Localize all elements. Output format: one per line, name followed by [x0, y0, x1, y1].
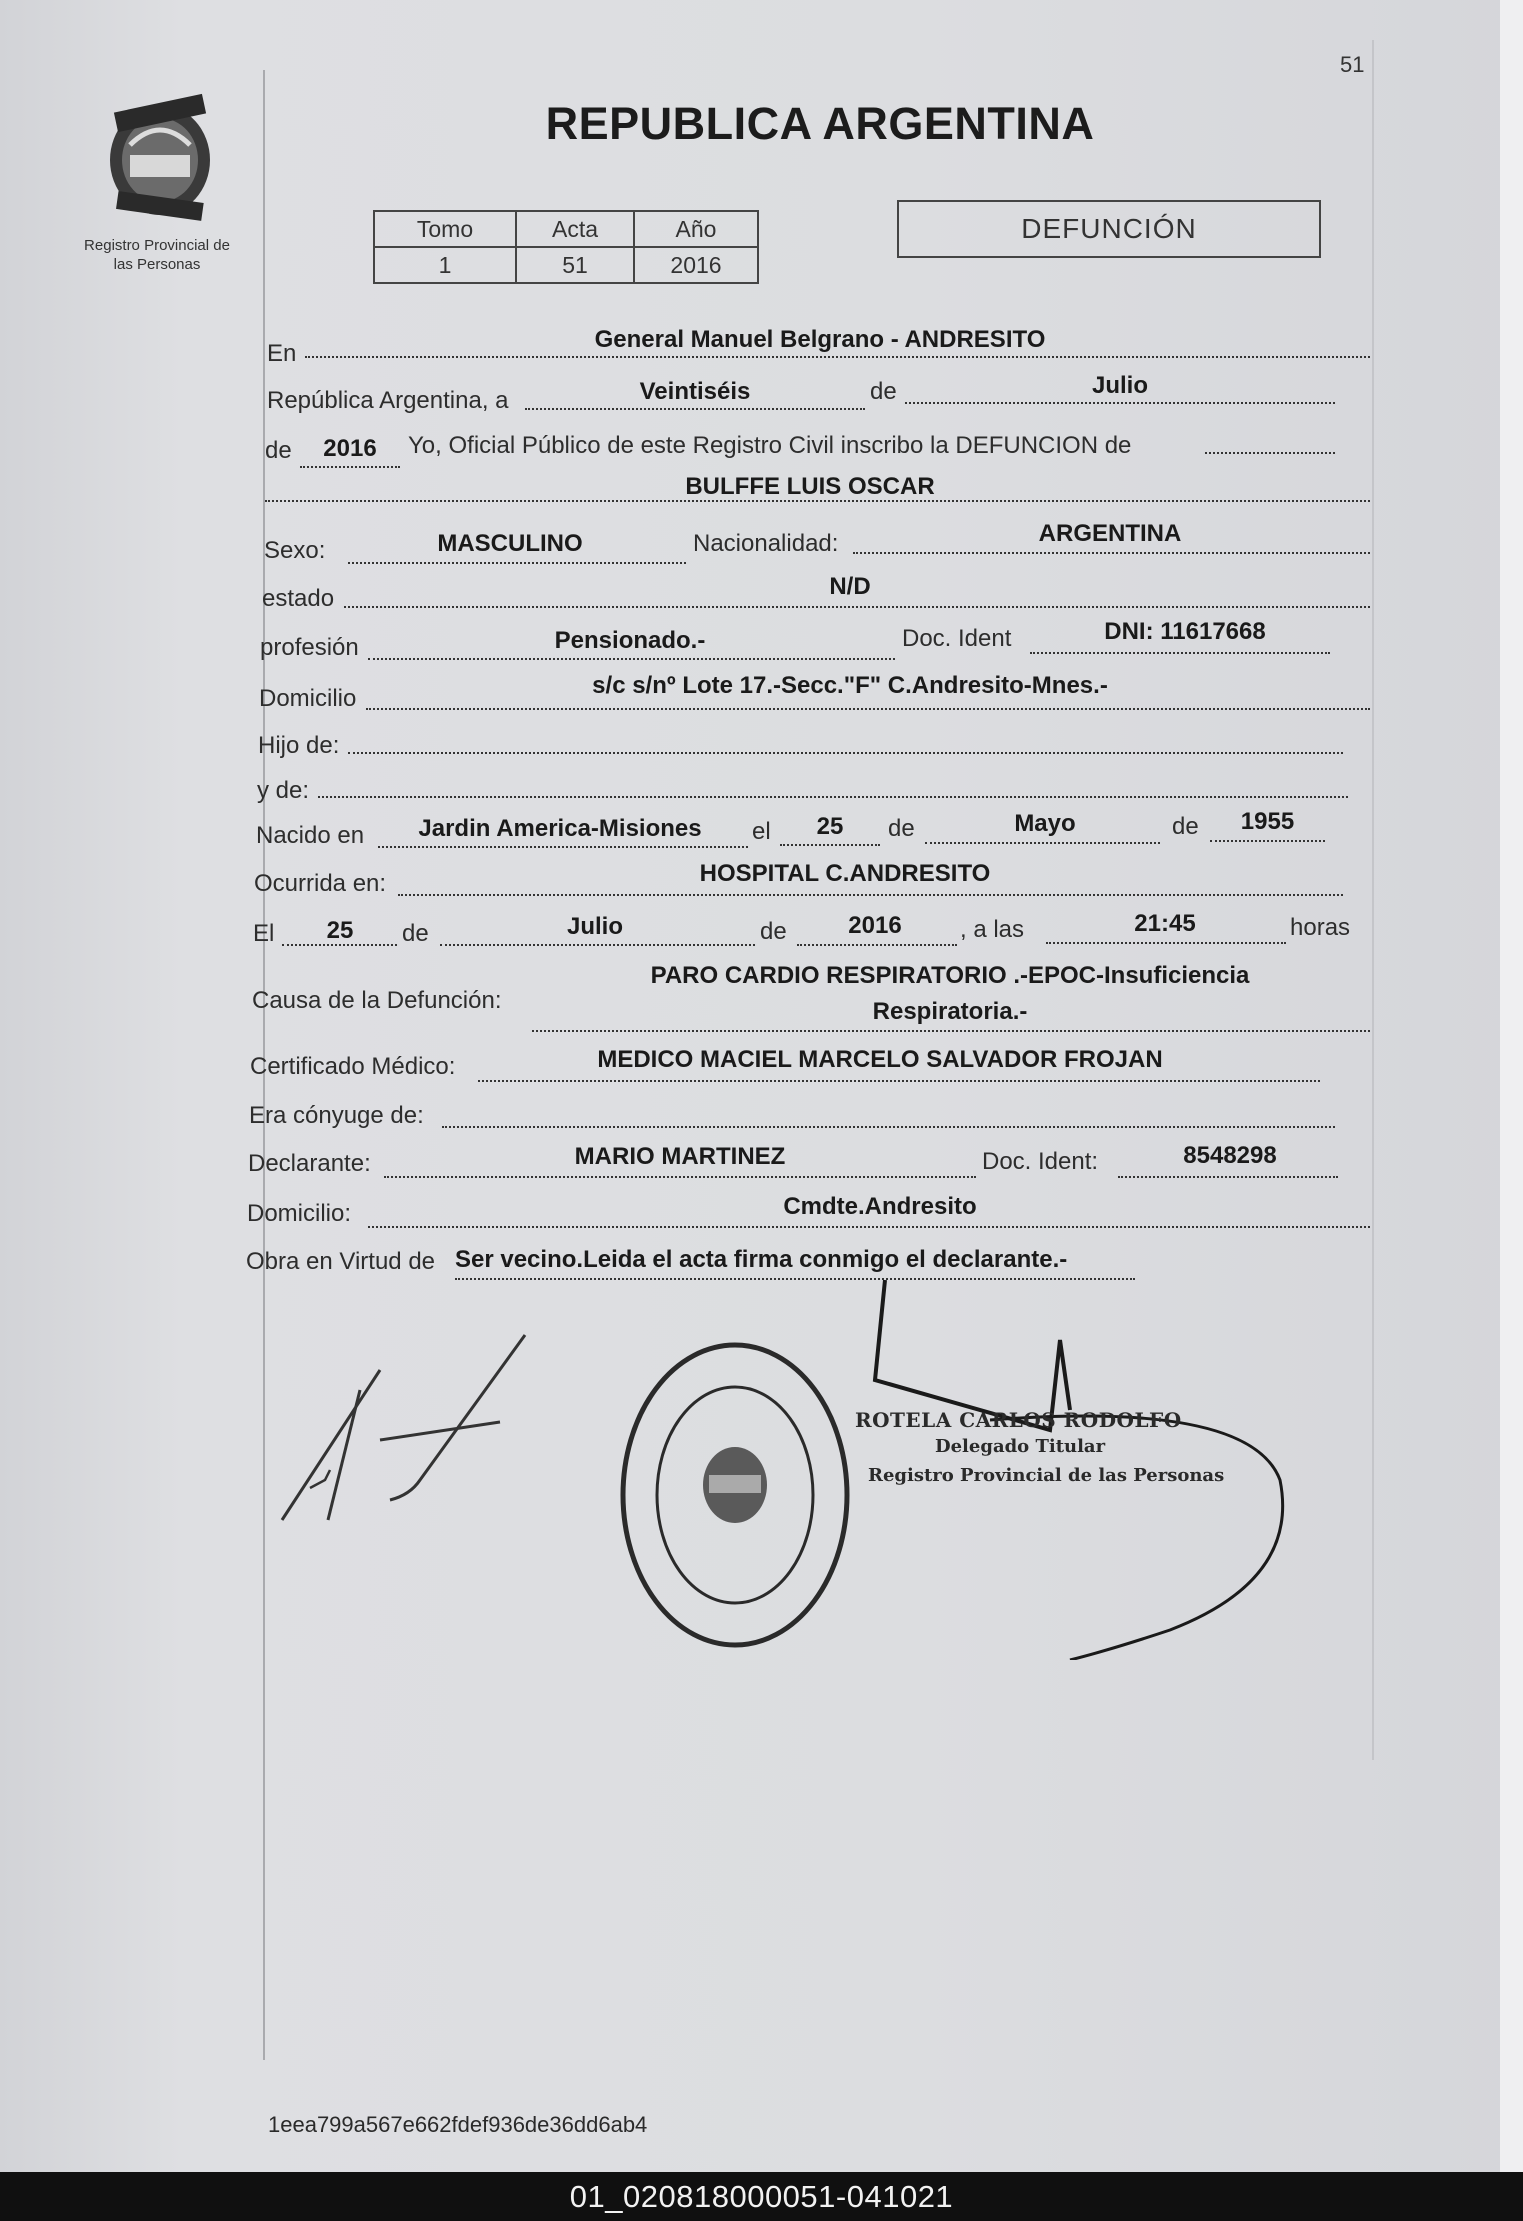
de-label: de [870, 378, 897, 405]
domicilio-dots [366, 708, 1370, 710]
month-value: Julio [1091, 372, 1148, 399]
doc-ident-label: Doc. Ident [902, 625, 1012, 652]
header-acta: Acta [516, 211, 634, 247]
registry-table [373, 210, 759, 284]
doc-ident2-dots [1118, 1176, 1338, 1178]
death-day: 25 [326, 917, 354, 944]
form-right-border [1372, 40, 1374, 1760]
declarante-value: MARIO MARTINEZ [574, 1143, 786, 1170]
domicilio-label: Domicilio [259, 685, 357, 712]
certificado-value: MEDICO MACIEL MARCELO SALVADOR FROJAN [597, 1046, 1163, 1073]
el2-label: El [253, 920, 275, 947]
nacionalidad-value: ARGENTINA [1038, 520, 1182, 547]
domicilio2-dots [368, 1226, 1370, 1228]
doc-ident-value: DNI: 11617668 [1104, 618, 1266, 645]
death-year-dots [797, 944, 957, 946]
page-title: REPUBLICA ARGENTINA [545, 98, 1095, 149]
statement-dots [1205, 452, 1335, 454]
declarant-signature-icon [270, 1330, 530, 1530]
birth-day-dots [780, 844, 880, 846]
header-ano: Año [634, 211, 758, 247]
month-dots [905, 402, 1335, 404]
caption-line-2: las Personas [113, 256, 201, 273]
causa-line-2: Respiratoria.- [872, 998, 1028, 1025]
death-month-dots [440, 944, 755, 946]
certificado-dots [478, 1080, 1320, 1082]
ocurrida-value: HOSPITAL C.ANDRESITO [699, 860, 991, 887]
birth-year-dots [1210, 840, 1325, 842]
estado-dots [344, 606, 1370, 608]
file-id-bar: 01_020818000051-041021 [0, 2172, 1523, 2221]
sexo-value: MASCULINO [437, 530, 583, 557]
table-row [374, 247, 758, 283]
yde-label: y de: [257, 777, 310, 804]
provincial-logo-icon [95, 85, 225, 225]
official-title: Delegado Titular [935, 1436, 1106, 1457]
death-year: 2016 [848, 912, 902, 939]
doc-ident-dots [1030, 652, 1330, 654]
nacido-value: Jardin America-Misiones [418, 815, 702, 842]
domicilio2-value: Cmdte.Andresito [783, 1193, 977, 1220]
registry-caption [62, 236, 252, 274]
day-word: Veintiséis [639, 378, 751, 405]
page-edge [1500, 0, 1523, 2172]
obra-value: Ser vecino.Leida el acta firma conmigo el declarante.- [455, 1246, 1068, 1273]
statement-text: Yo, Oficial Público de este Registro Civil inscribo la DEFUNCION de [408, 432, 1132, 459]
header-tomo: Tomo [374, 211, 516, 247]
page-number: 51 [1340, 52, 1365, 77]
el-label: el [752, 818, 771, 845]
birth-day: 25 [816, 813, 844, 840]
nacionalidad-label: Nacionalidad: [693, 530, 839, 557]
doc-ident2-value: 8548298 [1183, 1142, 1277, 1169]
registry-stamp-icon [615, 1335, 855, 1655]
year-value: 2016 [323, 435, 377, 462]
ocurrida-label: Ocurrida en: [254, 870, 387, 897]
domicilio-value: s/c s/nº Lote 17.-Secc."F" C.Andresito-Mnes.- [592, 672, 1108, 699]
official-name: ROTELA CARLOS RODOLFO [855, 1408, 1182, 1432]
ocurrida-dots [398, 894, 1343, 896]
hijo-dots [348, 752, 1343, 754]
birth-de1-label: de [888, 815, 915, 842]
death-month: Julio [566, 913, 623, 940]
en-value: General Manuel Belgrano - ANDRESITO [594, 326, 1046, 353]
hijo-label: Hijo de: [258, 732, 340, 759]
value-acta: 51 [516, 247, 634, 283]
estado-value: N/D [829, 573, 871, 600]
profesion-value: Pensionado.- [554, 627, 706, 654]
declarante-label: Declarante: [248, 1150, 371, 1177]
caption-line-1: Registro Provincial de [84, 237, 230, 254]
death-de1-label: de [402, 920, 429, 947]
document-hash: 1eea799a567e662fdef936de36dd6ab4 [268, 2112, 648, 2137]
deceased-name: BULFFE LUIS OSCAR [685, 473, 935, 500]
certificado-label: Certificado Médico: [250, 1053, 456, 1080]
death-time-dots [1046, 942, 1286, 944]
year-dots [300, 466, 400, 468]
nacido-label: Nacido en [256, 822, 365, 849]
birth-de2-label: de [1172, 813, 1199, 840]
profesion-label: profesión [260, 634, 359, 661]
value-tomo: 1 [374, 247, 516, 283]
year-prefix: de [265, 437, 292, 464]
yde-dots [318, 796, 1348, 798]
domicilio2-label: Domicilio: [247, 1200, 352, 1227]
en-dots [305, 356, 1370, 358]
value-ano: 2016 [634, 247, 758, 283]
day-dots [525, 408, 865, 410]
birth-month-dots [925, 842, 1160, 844]
doc-ident2-label: Doc. Ident: [982, 1148, 1099, 1175]
estado-label: estado [262, 585, 335, 612]
sexo-dots [348, 562, 686, 564]
conyuge-label: Era cónyuge de: [249, 1102, 424, 1129]
death-de2-label: de [760, 918, 787, 945]
declarante-dots [384, 1176, 976, 1178]
table-header-row [374, 211, 758, 247]
nacionalidad-dots [853, 552, 1370, 554]
nacido-dots [378, 846, 748, 848]
causa-label: Causa de la Defunción: [252, 987, 502, 1014]
causa-dots [532, 1030, 1370, 1032]
official-organization: Registro Provincial de las Personas [868, 1465, 1225, 1486]
birth-year: 1955 [1240, 808, 1295, 835]
conyuge-dots [442, 1126, 1335, 1128]
republica-label: República Argentina, a [267, 387, 509, 414]
obra-label: Obra en Virtud de [246, 1248, 436, 1275]
en-label: En [267, 340, 297, 367]
document-type-box: DEFUNCIÓN [897, 200, 1321, 258]
sexo-label: Sexo: [264, 537, 326, 564]
profesion-dots [368, 658, 895, 660]
birth-month: Mayo [1014, 810, 1076, 837]
horas-label: horas [1290, 914, 1351, 941]
causa-line-1: PARO CARDIO RESPIRATORIO .-EPOC-Insuficiencia [650, 962, 1250, 989]
death-time: 21:45 [1134, 910, 1196, 937]
alas-label: , a las [960, 916, 1025, 943]
